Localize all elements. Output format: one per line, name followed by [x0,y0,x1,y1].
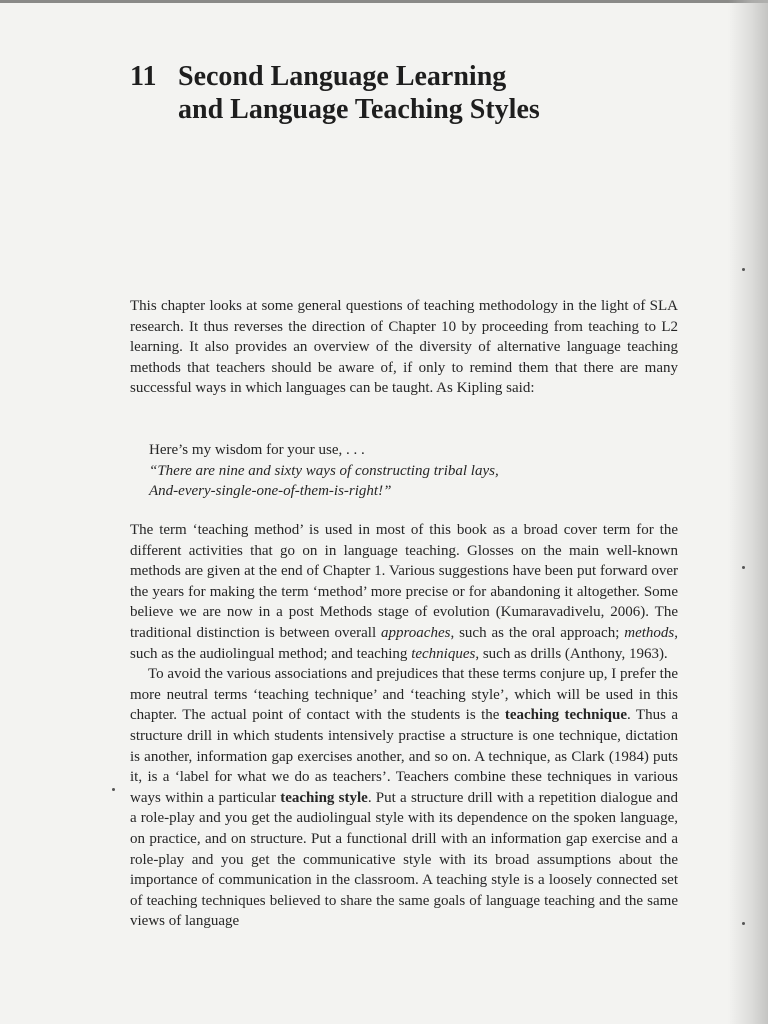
scan-speck [742,268,745,271]
kipling-quote [149,440,649,502]
scan-speck [112,788,115,791]
paragraph-teaching-method: The term ‘teaching method’ is used in most of this book as a broad cover term for the different activities that go on in language teaching. Glosses on the main well-known methods are given at the end of Chapter 1. Various suggestions have been put forward over the years for making the term ‘method’ more precise or for abandoning it altogether. Some believe we are now in a post Methods stage of evolution (Kumaravadivelu, 2006). The traditional distinction is between overall approaches, such as the oral approach; methods, such as the audiolingual method; and teaching techniques, such as drills (Anthony, 1963). [130,522,679,662]
intro-paragraph [130,296,678,399]
scan-speck [742,922,745,925]
term-teaching-style: teaching style [280,789,368,806]
paragraph-teaching-style: To avoid the various associations and prejudices that these terms conjure up, I prefer the more neutral terms ‘teaching technique’ and ‘teaching style’, which will be used in this chapter. The actual point of contact with the students is the teaching technique. Thus a structure drill in which students intensively practise a structure is one technique, dictation is another, information gap exercises another, and so on. A technique, as Clark (1984) puts it, is a ‘label for what we do as teachers’. Teachers combine these techniques in various ways within a particular teaching style. Put a structure drill with a repetition dialogue and a role-play and you get the audiolingual style with its dependence on the spoken language, on practice, and on structure. Put a functional drill with an information gap exercise and a role-play and you get the communicative style with its broad assumptions about the importance of communication in the classroom. A teaching style is a loosely connected set of teaching techniques believed to share the same goals of language teaching and the same views of language [130,666,678,930]
term-methods: methods [624,624,675,641]
chapter-title-line2: and Language Teaching Styles [178,94,540,125]
term-techniques: techniques [411,645,476,662]
intro-text: This chapter looks at some general questions of teaching methodology in the light of SLA research. It thus reverses the direction of Chapter 10 by proceeding from teaching to L2 learning. It also provides an overview of the diversity of alternative language teaching methods that teachers should be aware of, if only to remind them that there are many successful ways in which languages can be taught. As Kipling said: [130,298,678,397]
quote-line-3: And-every-single-one-of-them-is-right!” [149,483,392,500]
chapter-title [130,60,650,126]
quote-line-2: “There are nine and sixty ways of constructing tribal lays, [149,462,499,479]
chapter-title-line1: Second Language Learning [178,61,507,92]
quote-line-1: Here’s my wisdom for your use, . . . [149,442,365,458]
scan-speck [742,566,745,569]
term-approaches: approaches [381,624,451,641]
term-teaching-technique: teaching technique [504,707,627,724]
scan-shadow-edge [728,0,768,1024]
body-text [130,520,678,932]
chapter-number: 11 [130,61,157,92]
scan-top-edge [0,0,768,3]
